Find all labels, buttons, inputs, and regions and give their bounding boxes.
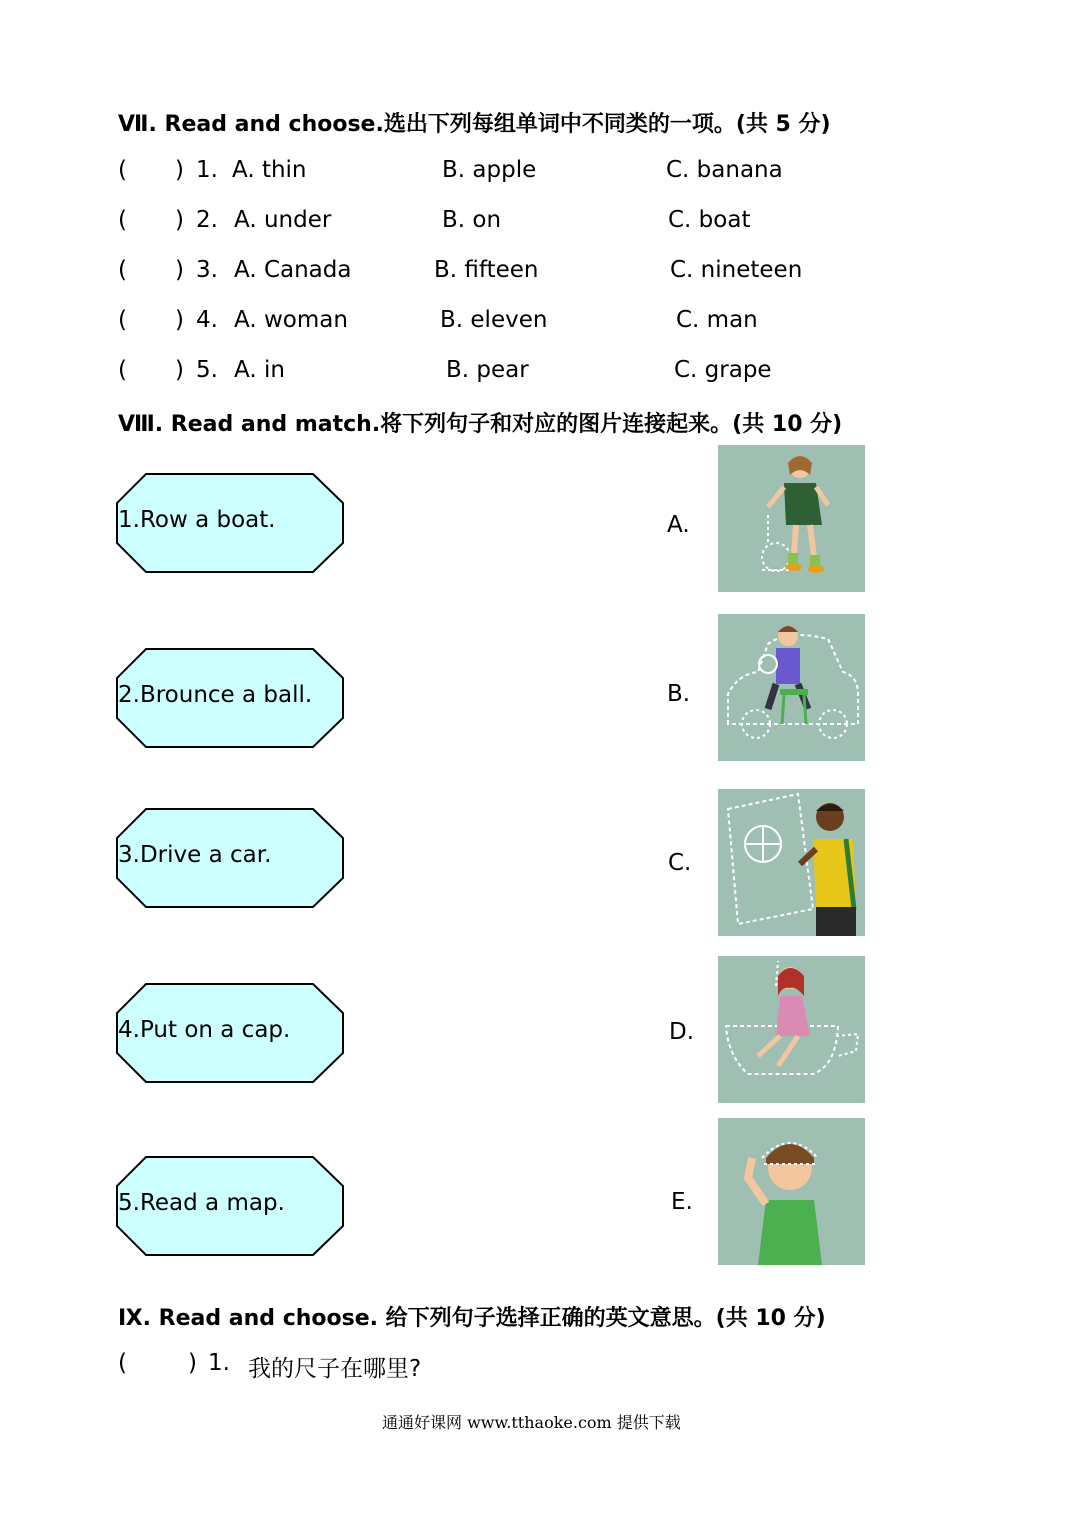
page-footer: 通通好课网 www.tthaoke.com 提供下载	[382, 1413, 681, 1432]
section-8-heading: Ⅷ. Read and match.将下列句子和对应的图片连接起来。(共 10 分)	[118, 412, 843, 437]
picture-a-girl-drawing[interactable]	[718, 445, 865, 592]
phrase-label: 1.Row a boat.	[118, 507, 276, 533]
option-a: A. in	[234, 357, 285, 383]
boy-cap-illustration	[718, 1118, 865, 1265]
option-c: C. grape	[674, 357, 772, 383]
picture-letter-b: B.	[667, 681, 691, 707]
answer-paren-close: )	[175, 257, 184, 283]
girl-drawing-illustration	[718, 445, 865, 592]
option-c: C. banana	[666, 157, 783, 183]
option-c: C. boat	[668, 207, 751, 233]
picture-letter-d: D.	[669, 1019, 695, 1045]
phrase-box-2[interactable]	[116, 648, 344, 748]
phrase-label: 2.Brounce a ball.	[118, 682, 313, 708]
phrase-box-1[interactable]	[116, 473, 344, 573]
picture-c-boy-reading-map[interactable]	[718, 789, 865, 936]
option-a: A. Canada	[234, 257, 352, 283]
option-a: A. thin	[232, 157, 307, 183]
answer-paren-open: (	[118, 207, 127, 233]
option-b: B. apple	[442, 157, 537, 183]
question-number: 2.	[196, 207, 218, 233]
answer-paren-close: )	[175, 207, 184, 233]
answer-paren-open: (	[118, 1350, 127, 1376]
answer-paren-open: (	[118, 157, 127, 183]
girl-rowing-illustration	[718, 956, 865, 1103]
picture-letter-a: A.	[667, 512, 690, 538]
phrase-label: 4.Put on a cap.	[118, 1017, 291, 1043]
answer-paren-open: (	[118, 257, 127, 283]
answer-paren-close: )	[175, 357, 184, 383]
picture-b-boy-driving[interactable]	[718, 614, 865, 761]
question-number: 3.	[196, 257, 218, 283]
picture-d-girl-rowing[interactable]	[718, 956, 865, 1103]
phrase-box-5[interactable]	[116, 1156, 344, 1256]
question-text: 我的尺子在哪里?	[248, 1356, 422, 1382]
question-number: 5.	[196, 357, 218, 383]
phrase-label: 5.Read a map.	[118, 1190, 285, 1216]
answer-paren-close: )	[175, 157, 184, 183]
answer-paren-open: (	[118, 307, 127, 333]
boy-driving-illustration	[718, 614, 865, 761]
section-9-heading: Ⅸ. Read and choose. 给下列句子选择正确的英文意思。(共 10 分)	[118, 1306, 826, 1331]
option-b: B. pear	[446, 357, 529, 383]
option-a: A. under	[234, 207, 332, 233]
boy-map-illustration	[718, 789, 865, 936]
phrase-box-4[interactable]	[116, 983, 344, 1083]
option-c: C. nineteen	[670, 257, 803, 283]
picture-letter-c: C.	[668, 850, 692, 876]
phrase-label: 3.Drive a car.	[118, 842, 272, 868]
option-b: B. eleven	[440, 307, 548, 333]
question-number: 4.	[196, 307, 218, 333]
option-b: B. on	[442, 207, 502, 233]
answer-paren-close: )	[175, 307, 184, 333]
phrase-box-3[interactable]	[116, 808, 344, 908]
question-number: 1.	[208, 1350, 230, 1376]
option-b: B. fifteen	[434, 257, 539, 283]
section-7-heading: Ⅶ. Read and choose.选出下列每组单词中不同类的一项。(共 5 分)	[118, 112, 831, 137]
picture-letter-e: E.	[671, 1189, 693, 1215]
answer-paren-open: (	[118, 357, 127, 383]
option-c: C. man	[676, 307, 758, 333]
question-number: 1.	[196, 157, 218, 183]
answer-paren-close: )	[188, 1350, 197, 1376]
picture-e-boy-cap[interactable]	[718, 1118, 865, 1265]
option-a: A. woman	[234, 307, 348, 333]
